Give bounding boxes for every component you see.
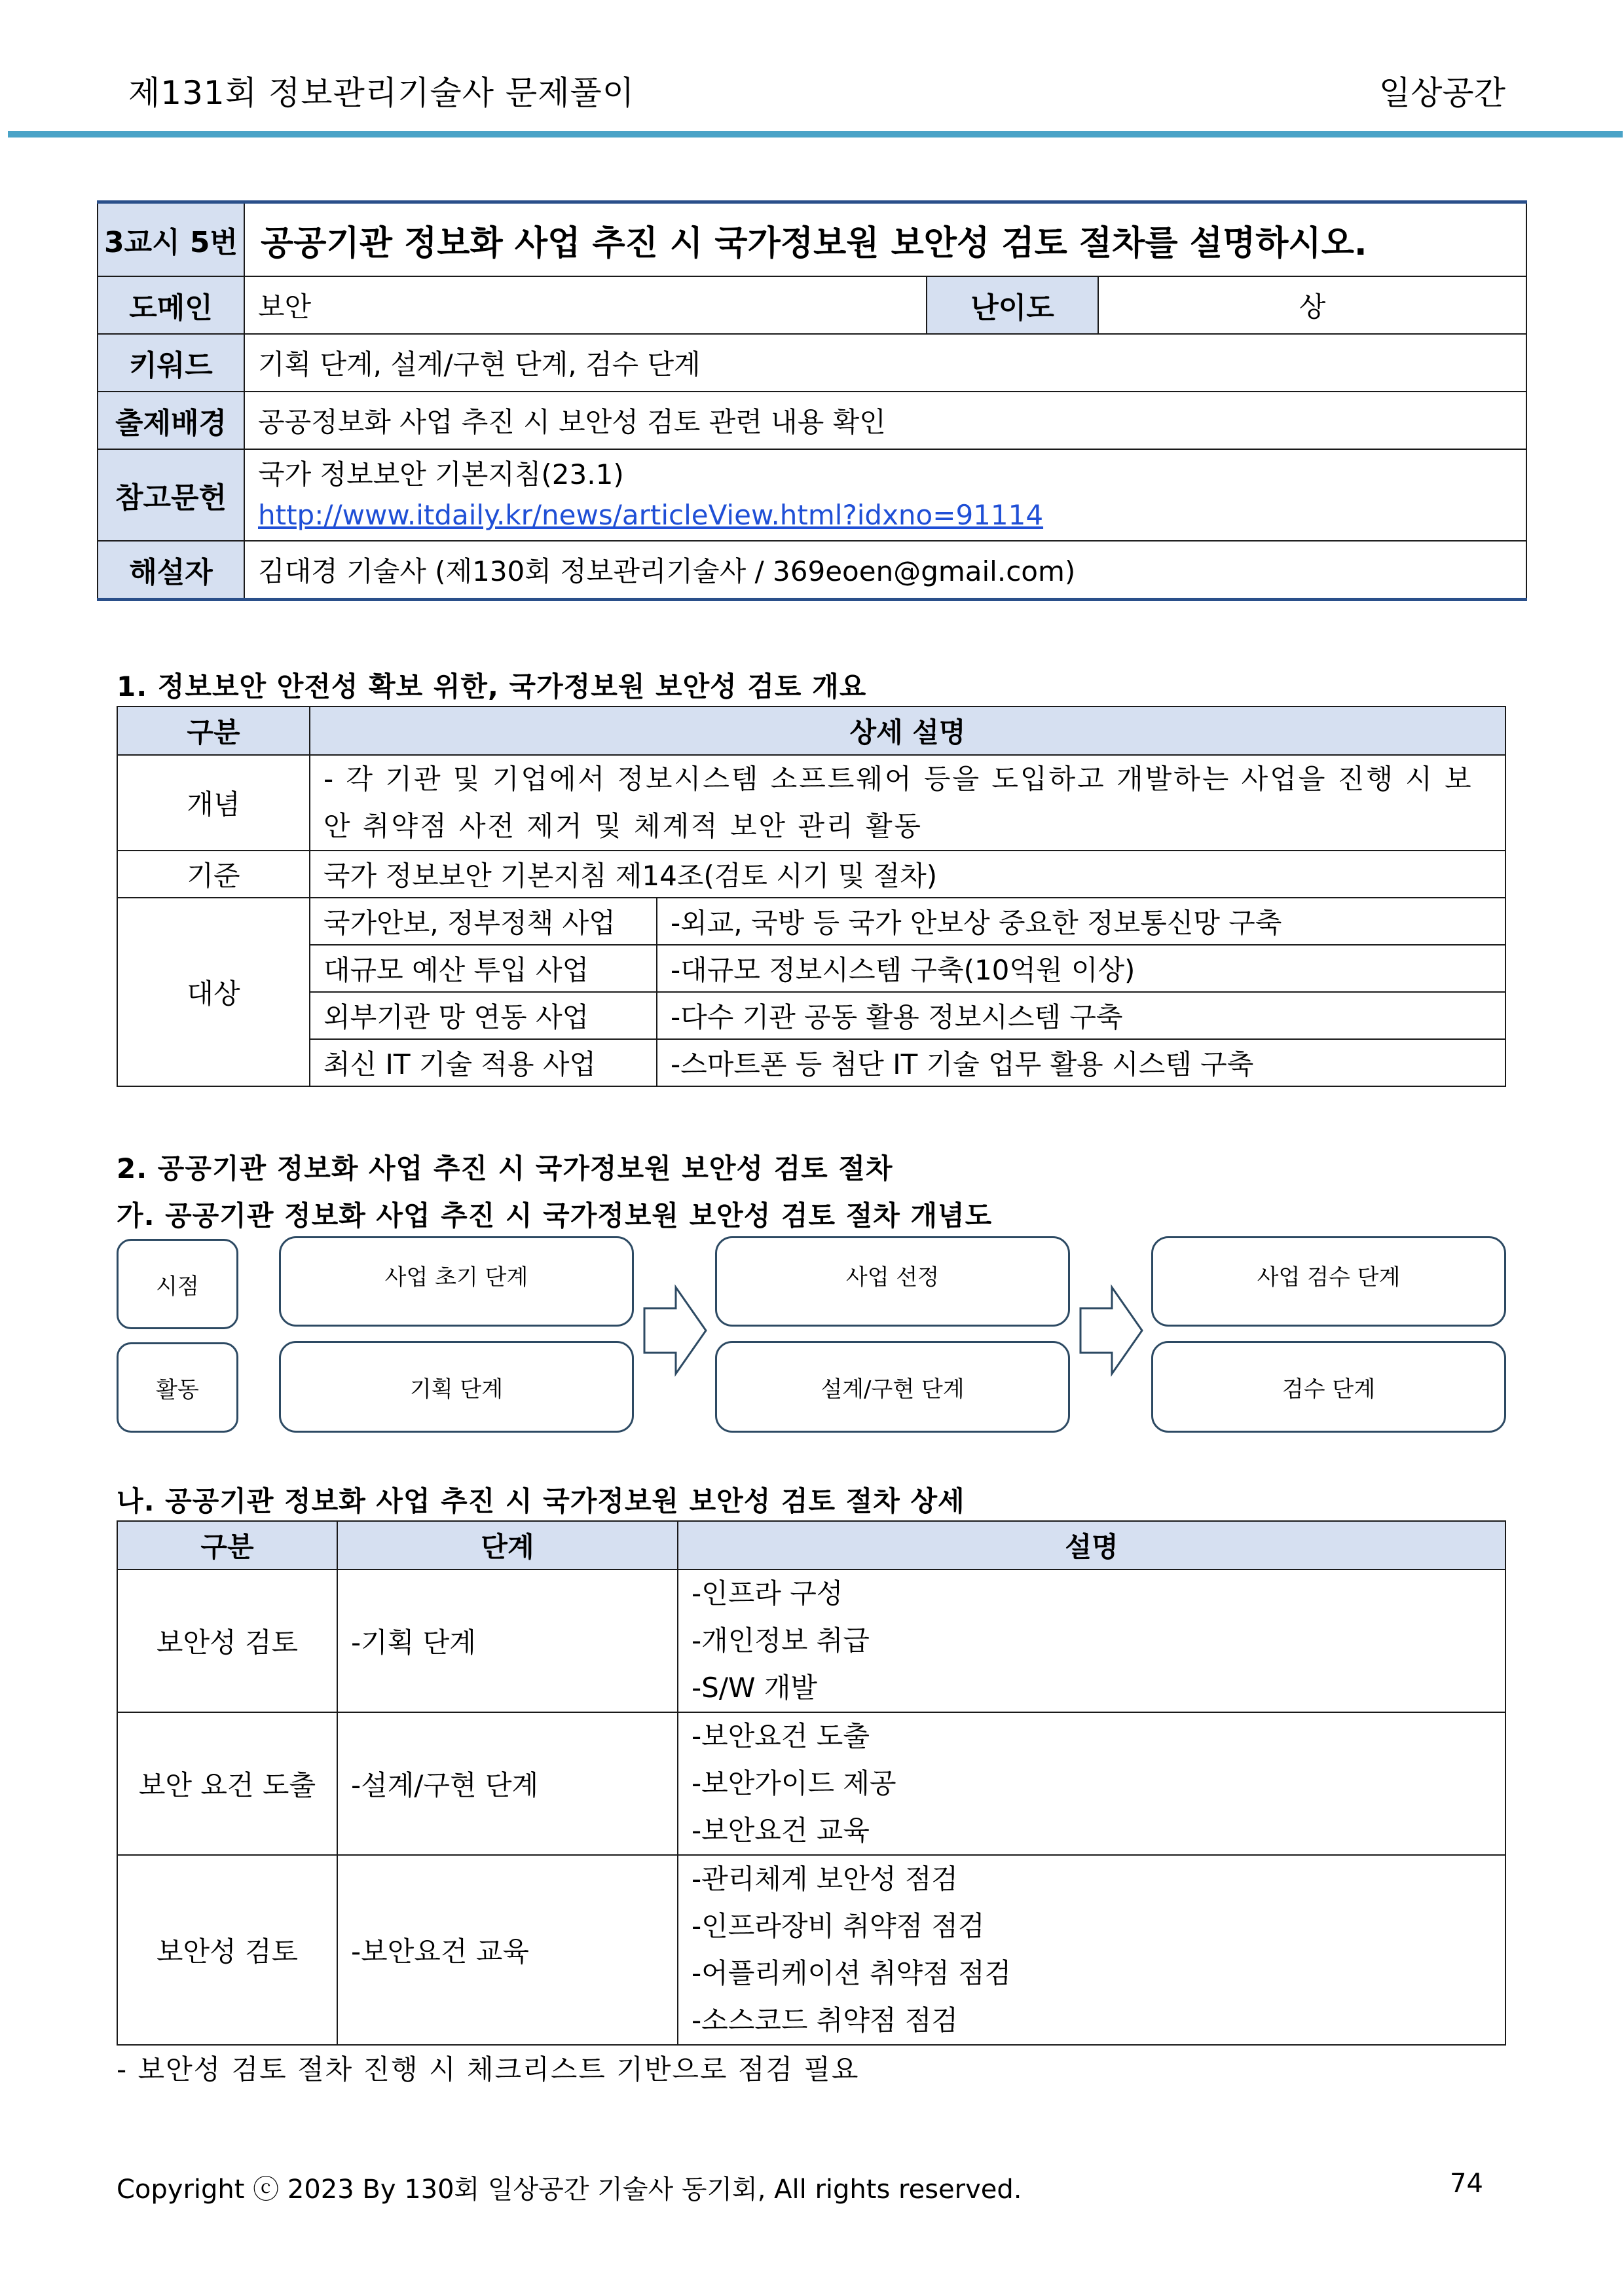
description-item: -보안가이드 제공 xyxy=(692,1767,896,1799)
row-category: 보안성 검토 xyxy=(117,1570,337,1712)
row-label-time: 시점 xyxy=(117,1239,238,1329)
row-stage: -설계/구현 단계 xyxy=(337,1712,678,1855)
section2b-heading: 나. 공공기관 정보화 사업 추진 시 국가정보원 보안성 검토 절차 상세 xyxy=(117,1485,965,1517)
target-type: 외부기관 망 연동 사업 xyxy=(310,992,657,1039)
header-divider xyxy=(8,131,1623,138)
target-type: 대규모 예산 투입 사업 xyxy=(310,945,657,992)
table-row xyxy=(117,1712,1505,1855)
description-item: -소스코드 취약점 점검 xyxy=(692,2004,959,2036)
description-item: -인프라장비 취약점 점검 xyxy=(692,1910,985,1942)
description-item: -관리체계 보안성 점검 xyxy=(692,1863,959,1895)
references-cell xyxy=(244,449,1526,541)
section2-heading: 2. 공공기관 정보화 사업 추진 시 국가정보원 보안성 검토 절차 xyxy=(117,1152,893,1184)
keyword-label: 키워드 xyxy=(98,334,244,392)
row-stage: -보안요건 교육 xyxy=(337,1855,678,2045)
row-category: 보안성 검토 xyxy=(117,1855,337,2045)
domain-value: 보안 xyxy=(244,276,927,334)
description-item: -개인정보 취급 xyxy=(692,1625,870,1657)
row-stage: -기획 단계 xyxy=(337,1570,678,1712)
time-box: 사업 선정 xyxy=(715,1236,1070,1327)
col-stage: 단계 xyxy=(337,1521,678,1570)
row-category: 보안 요건 도출 xyxy=(117,1712,337,1855)
target-desc: -외교, 국방 등 국가 안보상 중요한 정보통신망 구축 xyxy=(657,898,1505,945)
description-item: -보안요건 도출 xyxy=(692,1720,870,1752)
time-box: 사업 초기 단계 xyxy=(279,1236,634,1327)
background-value: 공공정보화 사업 추진 시 보안성 검토 관련 내용 확인 xyxy=(244,392,1526,449)
col-detail: 상세 설명 xyxy=(310,707,1505,755)
page-number: 74 xyxy=(1450,2169,1483,2199)
session-label: 3교시 5번 xyxy=(98,202,244,277)
author-value: 김대경 기술사 (제130회 정보관리기술사 / 369eoen@gmail.com) xyxy=(244,541,1526,600)
row-label-activity: 활동 xyxy=(117,1342,238,1433)
basis-label: 기준 xyxy=(117,851,310,898)
keyword-value: 기획 단계, 설계/구현 단계, 검수 단계 xyxy=(244,334,1526,392)
difficulty-value: 상 xyxy=(1098,276,1526,334)
concept-text: - 각 기관 및 기업에서 정보시스템 소프트웨어 등을 도입하고 개발하는 사업을 진행 시 보안 취약점 사전 제거 및 체계적 보안 관리 활동 xyxy=(310,755,1505,851)
activity-box: 설계/구현 단계 xyxy=(715,1341,1070,1433)
time-box: 사업 검수 단계 xyxy=(1151,1236,1506,1327)
reference-link[interactable]: http://www.itdaily.kr/news/articleView.html?idxno=91114 xyxy=(258,499,1044,531)
section2a-heading: 가. 공공기관 정보화 사업 추진 시 국가정보원 보안성 검토 절차 개념도 xyxy=(117,1200,993,1232)
basis-text: 국가 정보보안 기본지침 제14조(검토 시기 및 절차) xyxy=(310,851,1505,898)
target-type: 최신 IT 기술 적용 사업 xyxy=(310,1039,657,1086)
col-category: 구분 xyxy=(117,1521,337,1570)
activity-box: 검수 단계 xyxy=(1151,1341,1506,1433)
description-item: -S/W 개발 xyxy=(692,1672,817,1704)
arrow-right-icon xyxy=(642,1283,710,1382)
checklist-note: - 보안성 검토 절차 진행 시 체크리스트 기반으로 점검 필요 xyxy=(117,2053,860,2085)
col-description: 설명 xyxy=(678,1521,1505,1570)
overview-table xyxy=(117,706,1506,1087)
description-item: -어플리케이션 취약점 점검 xyxy=(692,1957,1012,1989)
arrow-right-icon xyxy=(1078,1283,1146,1382)
col-category: 구분 xyxy=(117,707,310,755)
row-description xyxy=(678,1712,1505,1855)
references-label: 참고문헌 xyxy=(98,449,244,541)
target-desc: -대규모 정보시스템 구축(10억원 이상) xyxy=(657,945,1505,992)
question-info-table xyxy=(97,200,1527,601)
reference-text: 국가 정보보안 기본지침(23.1) xyxy=(258,458,624,490)
procedure-detail-table xyxy=(117,1520,1506,2046)
concept-label: 개념 xyxy=(117,755,310,851)
table-row xyxy=(117,1855,1505,2045)
description-item: -보안요건 교육 xyxy=(692,1814,870,1846)
question-title: 공공기관 정보화 사업 추진 시 국가정보원 보안성 검토 절차를 설명하시오. xyxy=(244,202,1526,277)
document-header-title: 제131회 정보관리기술사 문제풀이 xyxy=(128,74,635,112)
target-label: 대상 xyxy=(117,898,310,1086)
target-type: 국가안보, 정부정책 사업 xyxy=(310,898,657,945)
footer-copyright: Copyright ⓒ 2023 By 130회 일상공간 기술사 동기회, All rights reserved. xyxy=(117,2175,1022,2205)
domain-label: 도메인 xyxy=(98,276,244,334)
target-desc: -스마트폰 등 첨단 IT 기술 업무 활용 시스템 구축 xyxy=(657,1039,1505,1086)
background-label: 출제배경 xyxy=(98,392,244,449)
section1-heading: 1. 정보보안 안전성 확보 위한, 국가정보원 보안성 검토 개요 xyxy=(117,670,867,703)
activity-box: 기획 단계 xyxy=(279,1341,634,1433)
row-description xyxy=(678,1570,1505,1712)
target-desc: -다수 기관 공동 활용 정보시스템 구축 xyxy=(657,992,1505,1039)
document-header-brand: 일상공간 xyxy=(1378,74,1505,112)
description-item: -인프라 구성 xyxy=(692,1577,843,1609)
author-label: 해설자 xyxy=(98,541,244,600)
difficulty-label: 난이도 xyxy=(927,276,1098,334)
table-row xyxy=(117,1570,1505,1712)
row-description xyxy=(678,1855,1505,2045)
